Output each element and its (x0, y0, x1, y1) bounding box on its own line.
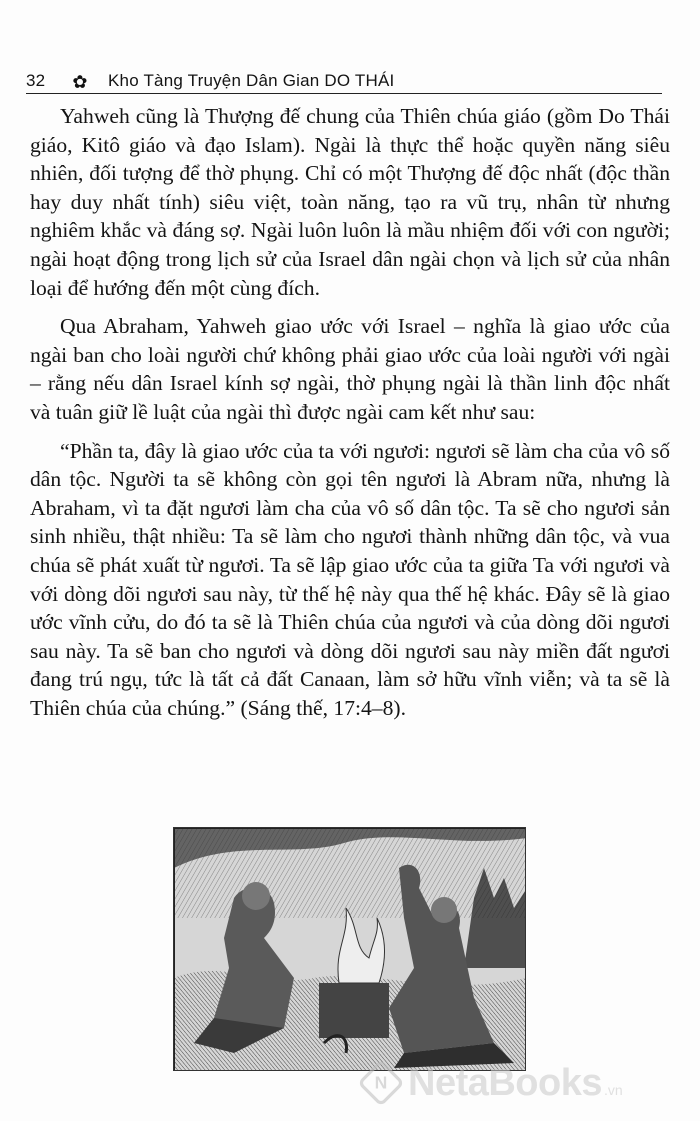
netabooks-logo-icon: N (357, 1059, 405, 1107)
body-text (30, 102, 670, 732)
paragraph-quotation: “Phần ta, đây là giao ước của ta với ngươi: ngươi sẽ làm cha của vô số dân tộc. Người ta sẽ không còn gọi tên ngươi là Abram nữa, nhưng là Abraham, vì ta đặt ngươi làm cha của vô số dân tộc. Ta sẽ cho ngươi sản sinh nhiều, thật nhiều: Ta sẽ làm cho ngươi thành những dân tộc, và vua chúa sẽ phát xuất từ ngươi. Ta sẽ lập giao ước của ta giữa Ta với ngươi và với dòng dõi ngươi sau này, từ thế hệ này qua thế hệ khác. Đây sẽ là giao ước vĩnh cửu, do đó ta sẽ là Thiên chúa của ngươi và của dòng dõi ngươi sau này. Ta sẽ ban cho ngươi và dòng dõi ngươi sau này miền đất ngươi đang trú ngụ, tức là tất cả đất Canaan, làm sở hữu vĩnh viễn; và ta sẽ là Thiên chúa của chúng.” (Sáng thế, 17:4–8). (30, 438, 670, 720)
flower-ornament-icon: ✿ (72, 72, 88, 92)
watermark-suffix: .vn (604, 1082, 623, 1098)
page-number: 32 (26, 71, 46, 90)
paragraph-yahweh: Yahweh cũng là Thượng đế chung của Thiên chúa giáo (gồm Do Thái giáo, Kitô giáo và đạo Islam). Ngài là thực thể hoặc quyền năng siêu nhiên, đối tượng để thờ phụng. Chỉ có một Thượng đế độc nhất (độc thần hay duy nhất tính) siêu việt, toàn năng, tạo ra vũ trụ, nhân từ nhưng nghiêm khắc và đáng sợ. Ngài luôn luôn là mầu nhiệm đối với con người; ngài hoạt động trong lịch sử của Israel dân ngài chọn và lịch sử của nhân loại để hướng đến một cùng đích. (30, 104, 670, 300)
watermark-text: NetaBooks (408, 1061, 602, 1104)
paragraph-covenant: Qua Abraham, Yahweh giao ước với Israel – nghĩa là giao ước của ngài ban cho loài người chứ không phải giao ước của loài người với ngài – rằng nếu dân Israel kính sợ ngài, thờ phụng ngài là thần linh độc nhất và tuân giữ lề luật của ngài thì được ngài cam kết như sau: (30, 314, 670, 424)
netabooks-watermark (360, 1058, 690, 1108)
page-header (26, 66, 662, 94)
sacrifice-engraving-image (174, 828, 526, 1071)
running-title: Kho Tàng Truyện Dân Gian DO THÁI (108, 71, 395, 90)
engraving-illustration (173, 827, 526, 1071)
